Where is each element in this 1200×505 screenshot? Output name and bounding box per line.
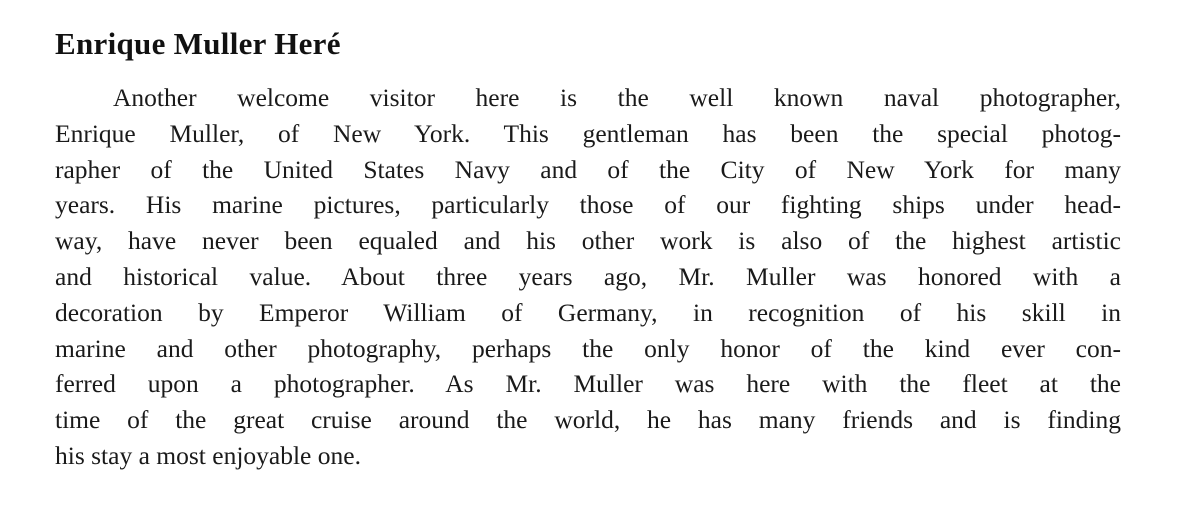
body-line: marine and other photography, perhaps the only honor of the kind ever con- [55, 333, 1121, 363]
body-line: rapher of the United States Navy and of the City of New York for many [55, 154, 1121, 184]
body-line: decoration by Emperor William of Germany, in recognition of his skill in [55, 297, 1121, 327]
body-line: way, have never been equaled and his other work is also of the highest artistic [55, 226, 1121, 256]
body-line: time of the great cruise around the world, he has many friends and is finding [55, 405, 1121, 435]
body-line: years. His marine pictures, particularly those of our fighting ships under head- [55, 190, 1121, 220]
body-line: his stay a most enjoyable one. [55, 440, 361, 470]
body-line: ferred upon a photographer. As Mr. Muller was here with the fleet at the [55, 369, 1121, 399]
article [55, 22, 1121, 474]
article-headline: Enrique Muller Heré [55, 26, 341, 61]
body-line: and historical value. About three years ago, Mr. Muller was honored with a [55, 261, 1121, 291]
body-line: Another welcome visitor here is the well known naval photographer, [113, 83, 1121, 112]
article-body [55, 80, 1121, 474]
body-line: Enrique Muller, of New York. This gentleman has been the special photog- [55, 118, 1121, 148]
